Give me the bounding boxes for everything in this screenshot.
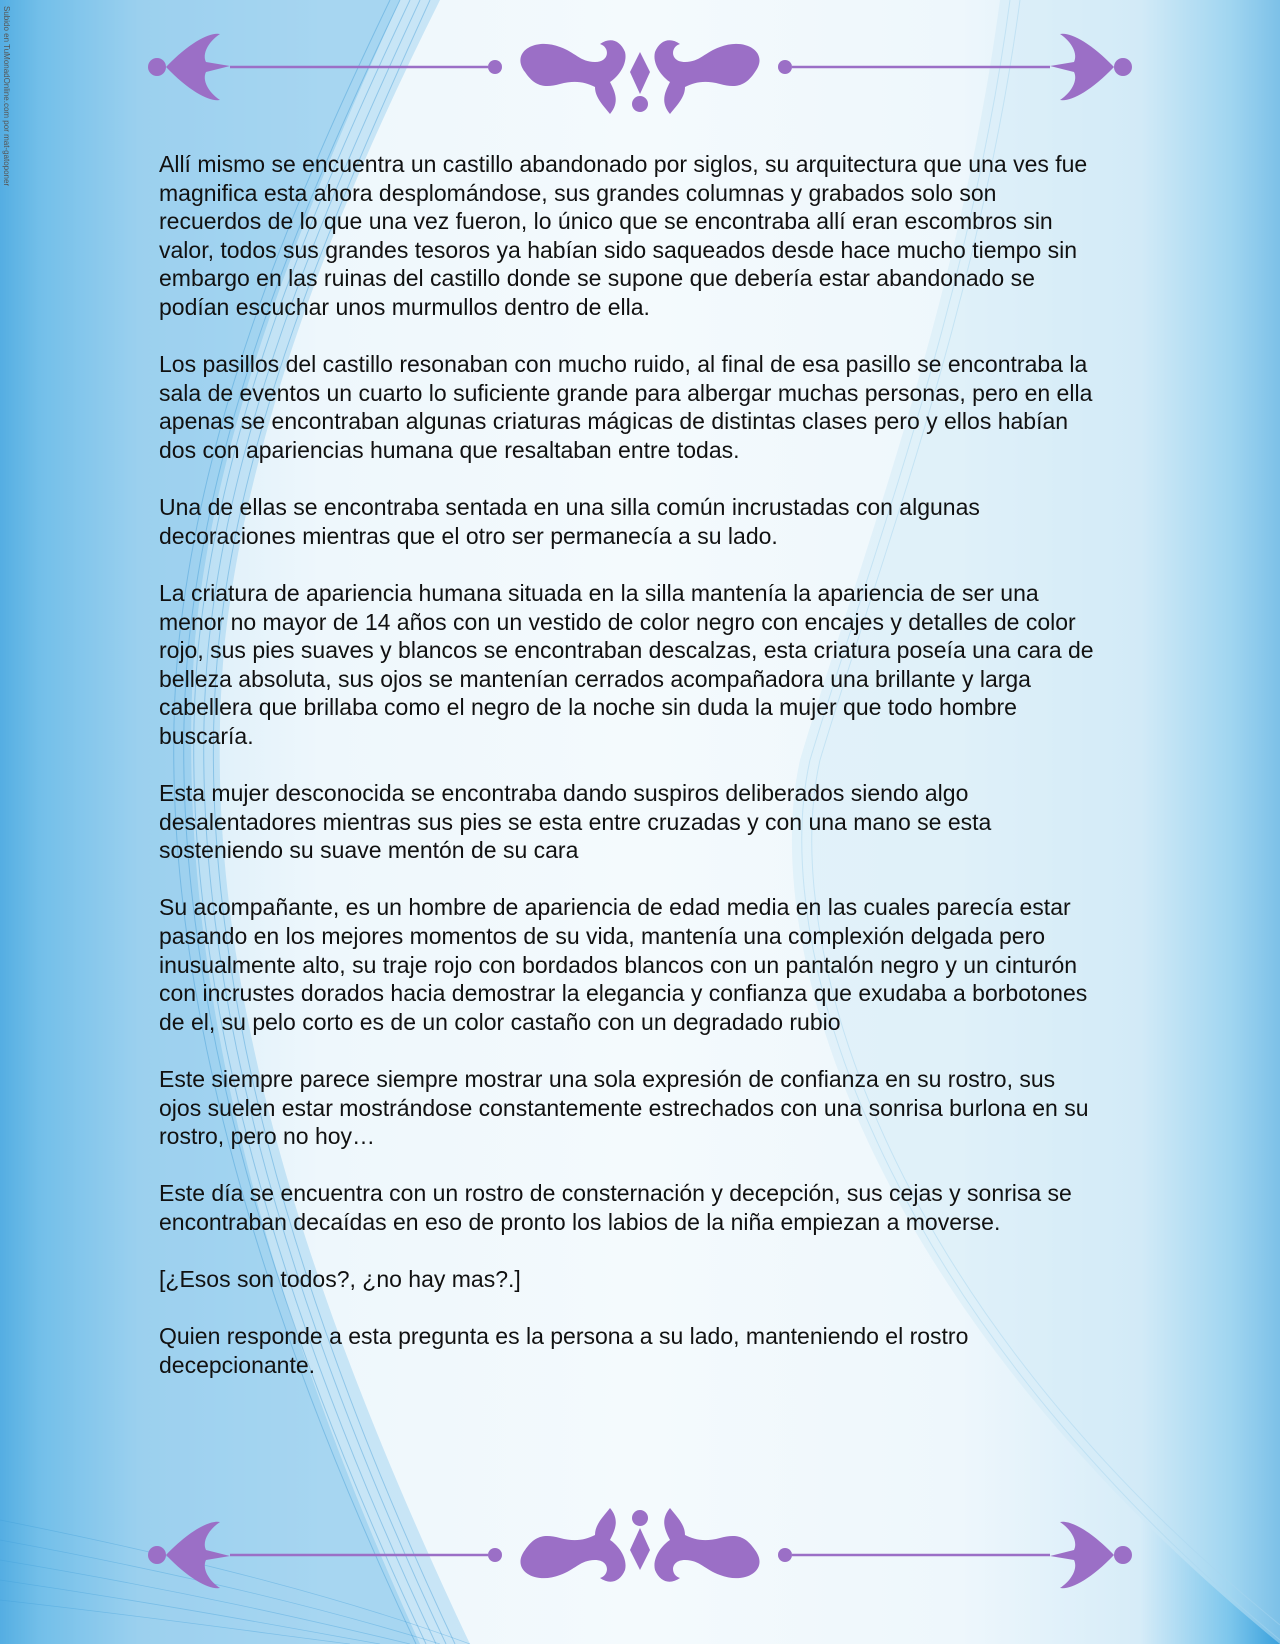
top-ornament-divider (140, 22, 1140, 122)
paragraph: Allí mismo se encuentra un castillo abandonado por siglos, su arquitectura que una ves fue magnifica esta ahora desplomándose, sus grandes columnas y grabados solo son recuerdos de lo que una vez fueron, lo único que se encontraba allí eran escombros sin valor, todos sus grandes tesoros ya habían sido saqueados desde hace mucho tiempo sin embargo en las ruinas del castillo donde se supone que debería estar abandonado se podían escuchar unos murmullos dentro de ella. (159, 151, 1088, 320)
paragraph: Los pasillos del castillo resonaban con mucho ruido, al final de esa pasillo se encontraba la sala de eventos un cuarto lo suficiente grande para albergar muchas personas, pero en ella apenas se encontraban algunas criaturas mágicas de distintas clases pero y ellos habían dos con apariencias humana que resaltaban entre todas. (159, 351, 1093, 463)
paragraph: [¿Esos son todos?, ¿no hay mas?.] (159, 1266, 521, 1293)
paragraph: Esta mujer desconocida se encontraba dando suspiros deliberados siendo algo desalentadores mientras sus pies se esta entre cruzadas y con una mano se esta sosteniendo su suave mentón de su cara (159, 780, 992, 864)
paragraph: La criatura de apariencia humana situada en la silla mantenía la apariencia de ser una menor no mayor de 14 años con un vestido de color negro con encajes y detalles de color rojo, sus pies suaves y blancos se encontraban descalzas, esta criatura poseía una cara de belleza absoluta, sus ojos se mantenían cerrados acompañadora una brillante y larga cabellera que brillaba como el negro de la noche sin duda la mujer que todo hombre buscaría. (159, 579, 1094, 749)
paragraph: Una de ellas se encontraba sentada en una silla común incrustadas con algunas decoraciones mientras que el otro ser permanecía a su lado. (159, 494, 980, 549)
paragraph: Quien responde a esta pregunta es la persona a su lado, manteniendo el rostro decepcionante. (159, 1323, 969, 1378)
side-watermark-note: Subido en TuMonadOnline.com por mat-gatoponer (2, 6, 11, 187)
paragraph: Su acompañante, es un hombre de apariencia de edad media en las cuales parecía estar pasando en los mejores momentos de su vida, mantenía una complexión delgada pero inusualmente alto, su traje rojo con bordados blancos con un pantalón negro y un cinturón con incrustes dorados hacia demostrar la elegancia y confianza que exudaba a borbotones de el, su pelo corto es de un color castaño con un degradado rubio (159, 894, 1088, 1035)
paragraph: Este siempre parece siempre mostrar una sola expresión de confianza en su rostro, sus ojos suelen estar mostrándose constantemente estrechados con una sonrisa burlona en su rostro, pero no hoy… (159, 1066, 1089, 1150)
paragraph: Este día se encuentra con un rostro de consternación y decepción, sus cejas y sonrisa se encontraban decaídas en eso de pronto los labios de la niña empiezan a moverse. (159, 1180, 1072, 1235)
story-text-block (159, 150, 1099, 1408)
bottom-ornament-divider (140, 1500, 1140, 1600)
